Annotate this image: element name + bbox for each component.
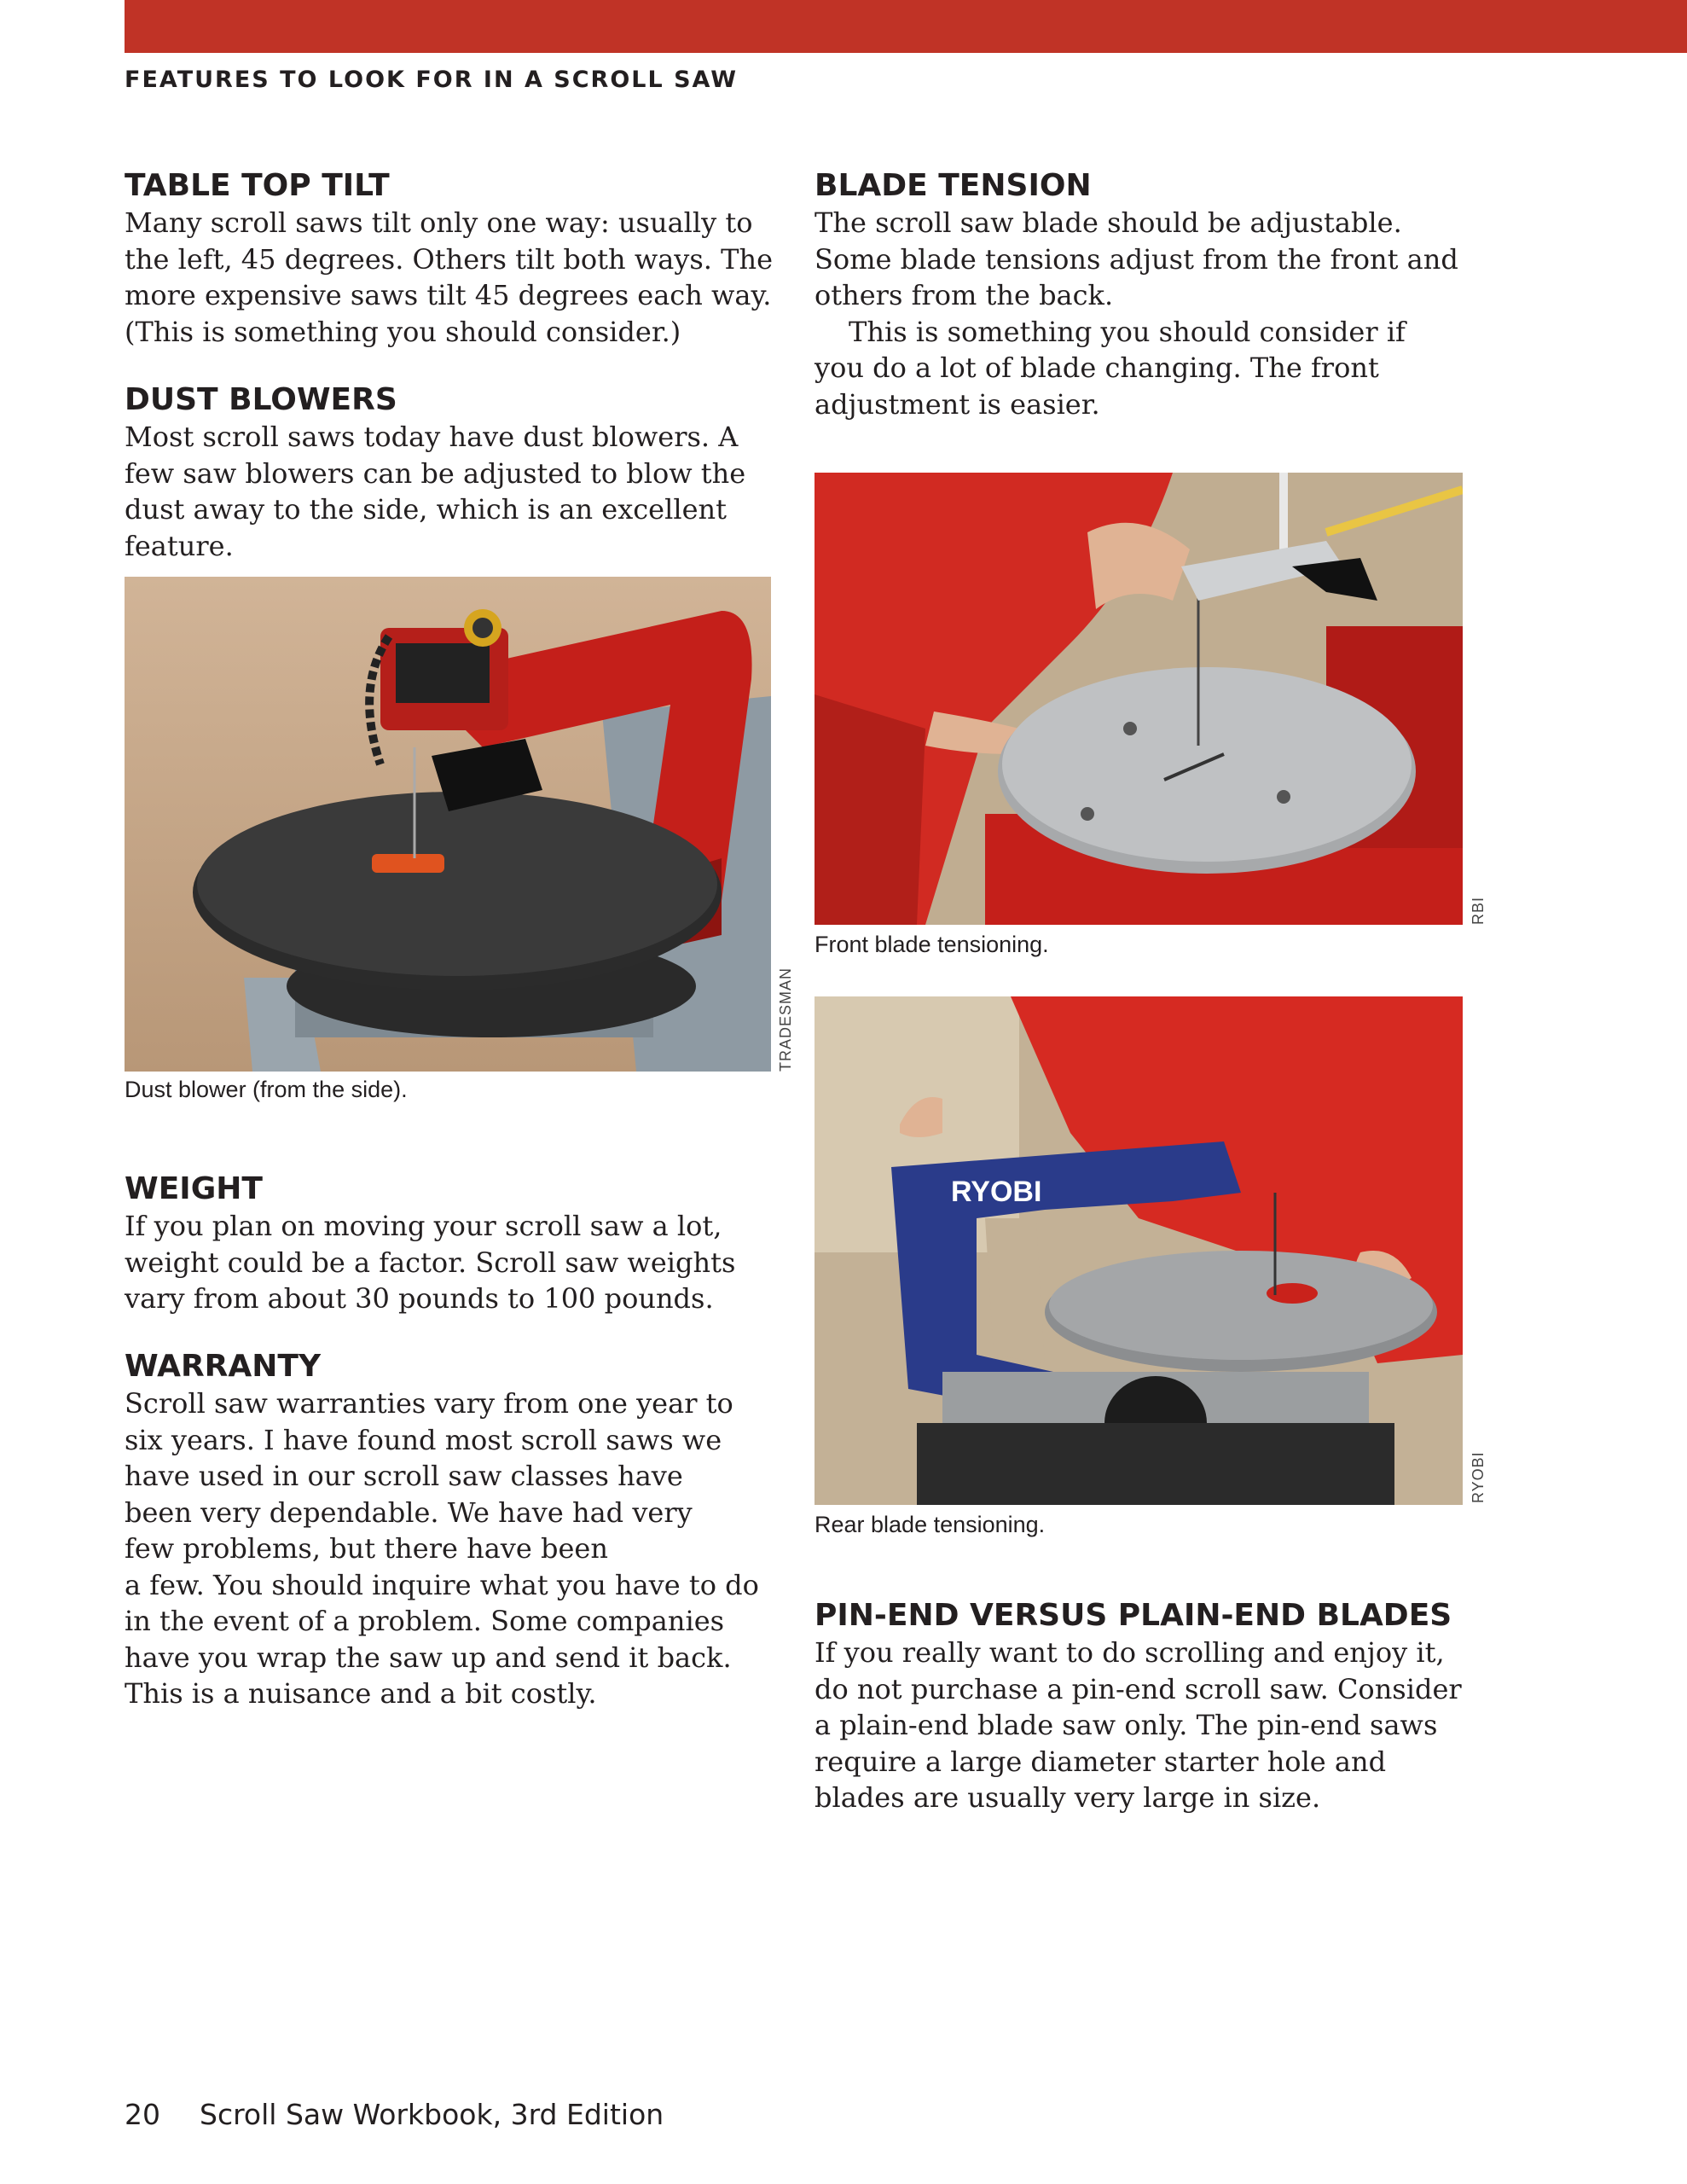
section-pin-end-blades xyxy=(815,1597,1463,1816)
front-blade-tensioning-photo xyxy=(815,473,1463,925)
section-body: If you plan on moving your scroll saw a lot, weight could be a factor. Scroll saw weights vary from about 30 pounds to 100 pounds. xyxy=(125,1210,736,1315)
section-heading: WEIGHT xyxy=(125,1171,263,1206)
section-body: The scroll saw blade should be adjustable. Some blade tensions adjust from the front and others from the back. xyxy=(815,206,1458,311)
rear-blade-tensioning-photo xyxy=(815,996,1463,1505)
ryobi-logo: RYOBI xyxy=(951,1176,1042,1208)
page-footer xyxy=(125,2098,664,2131)
section-dust-blowers xyxy=(125,381,773,564)
dust-blower-photo xyxy=(125,577,771,1072)
rear-tensioning-illustration xyxy=(815,996,1463,1505)
section-heading: WARRANTY xyxy=(125,1349,322,1384)
section-warranty xyxy=(125,1348,773,1712)
section-weight xyxy=(125,1170,773,1317)
header-accent-bar xyxy=(125,0,1687,53)
photo-credit: TRADESMAN xyxy=(777,967,794,1072)
section-body: Most scroll saws today have dust blowers. A few saw blowers can be adjusted to blow the dust away to the side, which is an excellent feature. xyxy=(125,421,746,562)
section-blade-tension xyxy=(815,167,1463,422)
figure-caption: Front blade tensioning. xyxy=(815,932,1049,957)
figure-caption: Rear blade tensioning. xyxy=(815,1512,1046,1537)
section-heading: BLADE TENSION xyxy=(815,168,1092,203)
scroll-saw-illustration xyxy=(125,577,771,1072)
photo-credit: RYOBI xyxy=(1470,1451,1487,1503)
section-heading: PIN-END VERSUS PLAIN-END BLADES xyxy=(815,1598,1452,1633)
running-head: FEATURES TO LOOK FOR IN A SCROLL SAW xyxy=(125,67,738,93)
section-heading: DUST BLOWERS xyxy=(125,382,397,417)
section-body: This is something you should consider if you do a lot of blade changing. The front adjustment is easier. xyxy=(815,315,1406,421)
section-body: Many scroll saws tilt only one way: usually to the left, 45 degrees. Others tilt both ways. The more expensive saws tilt 45 degrees each way. (This is something you should consider.) xyxy=(125,206,774,348)
section-table-top-tilt xyxy=(125,167,773,350)
front-tensioning-illustration xyxy=(815,473,1463,925)
figure-caption: Dust blower (from the side). xyxy=(125,1077,408,1102)
book-title: Scroll Saw Workbook, 3rd Edition xyxy=(200,2098,664,2131)
photo-credit: RBI xyxy=(1470,896,1487,925)
section-heading: TABLE TOP TILT xyxy=(125,168,390,203)
section-body-continued: a few. You should inquire what you have to do in the event of a problem. Some companies have you wrap the saw up and send it back. This is a nuisance and a bit costly. xyxy=(125,1568,759,1710)
section-body: Scroll saw warranties vary from one year to six years. I have found most scroll saws we have used in our scroll saw classes have been very dependable. We have had very few problems, but there have been xyxy=(125,1387,733,1565)
page-number: 20 xyxy=(125,2098,160,2131)
section-body: If you really want to do scrolling and enjoy it, do not purchase a pin-end scroll saw. Consider a plain-end blade saw only. The pin-end saws require a large diameter starter hole and blades are usually very large in size. xyxy=(815,1636,1462,1814)
